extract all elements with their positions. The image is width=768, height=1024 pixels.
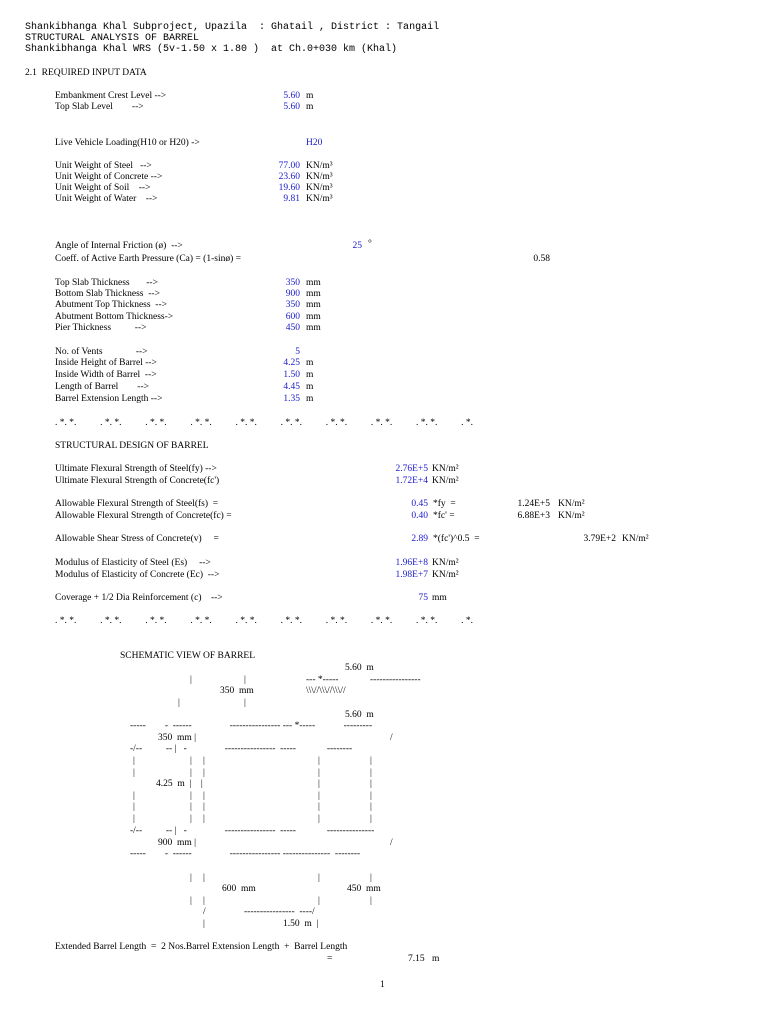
allowable-label-0: Allowable Flexural Strength of Steel(fs) = (55, 499, 219, 509)
header-line-3: Shankibhanga Khal WRS (5v-1.50 x 1.80 ) at Ch.0+030 km (Khal) (25, 44, 398, 55)
modulus-unit-1: KN/m² (432, 570, 459, 580)
geometry-unit-4: m (306, 394, 314, 404)
separator-1: . *. *. . *. *. . *. *. . *. *. . *. *. . *. *. . *. *. . *. *. . *. *. . *. (55, 418, 473, 428)
geometry-value-1: 4.25 (283, 358, 300, 368)
thickness-unit-0: mm (306, 278, 321, 288)
schematic-abut-bottom: 600 mm (222, 884, 256, 894)
shear-result: 3.79E+2 (583, 534, 616, 544)
thickness-label-3: Abutment Bottom Thickness-> (55, 312, 174, 322)
strength-value-1: 1.72E+4 (395, 476, 428, 486)
weight-unit-3: KN/m³ (306, 194, 333, 204)
thickness-label-2: Abutment Top Thickness --> (55, 300, 167, 310)
levels-unit-1: m (306, 102, 314, 112)
schematic-top-level-2: 5.60 m (345, 710, 374, 720)
geometry-value-4: 1.35 (283, 394, 300, 404)
strength-value-0: 2.76E+5 (395, 464, 428, 474)
levels-label-0: Embankment Crest Level --> (55, 91, 167, 101)
modulus-unit-0: KN/m² (432, 558, 459, 568)
levels-value-1: 5.60 (283, 102, 300, 112)
strength-label-1: Ultimate Flexural Strength of Concrete(fc') (55, 476, 220, 486)
weight-value-1: 23.60 (278, 172, 300, 182)
allowable-result-0: 1.24E+5 (517, 499, 550, 509)
weight-value-3: 9.81 (283, 194, 300, 204)
live-load-label: Live Vehicle Loading(H10 or H20) -> (55, 138, 200, 148)
geometry-label-2: Inside Width of Barrel --> (55, 370, 157, 380)
schematic-width: 1.50 m | (283, 919, 319, 929)
section-title: 2.1 REQUIRED INPUT DATA (25, 68, 147, 78)
friction-label: Angle of Internal Friction (ø) --> (55, 241, 183, 251)
weight-value-0: 77.00 (278, 161, 300, 171)
allowable-value-1: 0.40 (411, 511, 428, 521)
allowable-result-1: 6.88E+3 (517, 511, 550, 521)
friction-unit: ° (368, 239, 372, 249)
coeff-value: 0.58 (533, 254, 550, 264)
extended-value: 7.15 (408, 954, 425, 964)
thickness-value-4: 450 (285, 323, 300, 333)
geometry-unit-1: m (306, 358, 314, 368)
coeff-label: Coeff. of Active Earth Pressure (Ca) = (1-sinø) = (55, 254, 241, 264)
modulus-value-1: 1.98E+7 (395, 570, 428, 580)
geometry-value-2: 1.50 (283, 370, 300, 380)
coverage-unit: mm (432, 593, 447, 603)
strength-label-0: Ultimate Flexural Strength of Steel(fy) --> (55, 464, 217, 474)
weight-value-2: 19.60 (278, 183, 300, 193)
schematic-height: 4.25 m | | (156, 779, 203, 789)
modulus-label-1: Modulus of Elasticity of Concrete (Ec) --> (55, 570, 220, 580)
strength-unit-0: KN/m² (432, 464, 459, 474)
page-number: 1 (380, 980, 385, 990)
geometry-unit-2: m (306, 370, 314, 380)
levels-value-0: 5.60 (283, 91, 300, 101)
allowable-mult-0: *fy = (433, 499, 456, 509)
weight-unit-2: KN/m³ (306, 183, 333, 193)
geometry-label-4: Barrel Extension Length --> (55, 394, 163, 404)
thickness-label-4: Pier Thickness --> (55, 323, 147, 333)
thickness-unit-3: mm (306, 312, 321, 322)
schematic-wall-top: 350 mm | (158, 733, 197, 743)
geometry-unit-3: m (306, 382, 314, 392)
shear-value: 2.89 (411, 534, 428, 544)
weight-unit-1: KN/m³ (306, 172, 333, 182)
levels-label-1: Top Slab Level --> (55, 102, 144, 112)
allowable-value-0: 0.45 (411, 499, 428, 509)
friction-value: 25 (352, 241, 362, 251)
weight-label-0: Unit Weight of Steel --> (55, 161, 152, 171)
live-load-value: H20 (306, 138, 323, 148)
thickness-value-1: 900 (285, 289, 300, 299)
schematic-wall-bottom: 900 mm | (158, 838, 197, 848)
schematic-top-slab: 350 mm (220, 686, 254, 696)
schematic-hatch: \\\//\\\//\\\// (306, 686, 346, 696)
separator-2: . *. *. . *. *. . *. *. . *. *. . *. *. . *. *. . *. *. . *. *. . *. *. . *. (55, 616, 473, 626)
allowable-mult-1: *fc' = (433, 511, 455, 521)
thickness-unit-4: mm (306, 323, 321, 333)
thickness-unit-1: mm (306, 289, 321, 299)
weight-label-3: Unit Weight of Water --> (55, 194, 158, 204)
design-title: STRUCTURAL DESIGN OF BARREL (55, 441, 209, 451)
extended-unit: m (432, 954, 440, 964)
geometry-value-0: 5 (295, 347, 300, 357)
shear-label: Allowable Shear Stress of Concrete(v) = (55, 534, 219, 544)
strength-unit-1: KN/m² (432, 476, 459, 486)
thickness-label-0: Top Slab Thickness --> (55, 278, 158, 288)
header-line-2: STRUCTURAL ANALYSIS OF BARREL (25, 33, 200, 44)
schematic-title: SCHEMATIC VIEW OF BARREL (120, 651, 256, 661)
levels-unit-0: m (306, 91, 314, 101)
allowable-unit-1: KN/m² (558, 511, 585, 521)
coverage-label: Coverage + 1/2 Dia Reinforcement (c) --> (55, 593, 223, 603)
schematic-top-level: 5.60 m (345, 663, 374, 673)
geometry-value-3: 4.45 (283, 382, 300, 392)
thickness-label-1: Bottom Slab Thickness --> (55, 289, 160, 299)
weight-unit-0: KN/m³ (306, 161, 333, 171)
extended-eq: = (327, 954, 333, 964)
thickness-value-2: 350 (285, 300, 300, 310)
geometry-label-3: Length of Barrel --> (55, 382, 149, 392)
weight-label-2: Unit Weight of Soil --> (55, 183, 151, 193)
modulus-value-0: 1.96E+8 (395, 558, 428, 568)
thickness-value-3: 600 (285, 312, 300, 322)
header-line-1: Shankibhanga Khal Subproject, Upazila : Ghatail , District : Tangail (25, 22, 440, 33)
allowable-label-1: Allowable Flexural Strength of Concrete(fc) = (55, 511, 232, 521)
schematic-pier: 450 mm (347, 884, 381, 894)
weight-label-1: Unit Weight of Concrete --> (55, 172, 163, 182)
geometry-label-1: Inside Height of Barrel --> (55, 358, 157, 368)
coverage-value: 75 (418, 593, 428, 603)
allowable-unit-0: KN/m² (558, 499, 585, 509)
shear-unit: KN/m² (622, 534, 649, 544)
thickness-value-0: 350 (285, 278, 300, 288)
modulus-label-0: Modulus of Elasticity of Steel (Es) --> (55, 558, 211, 568)
shear-mult: *(fc')^0.5 = (433, 534, 480, 544)
extended-label: Extended Barrel Length = 2 Nos.Barrel Extension Length + Barrel Length (55, 942, 348, 952)
thickness-unit-2: mm (306, 300, 321, 310)
geometry-label-0: No. of Vents --> (55, 347, 148, 357)
